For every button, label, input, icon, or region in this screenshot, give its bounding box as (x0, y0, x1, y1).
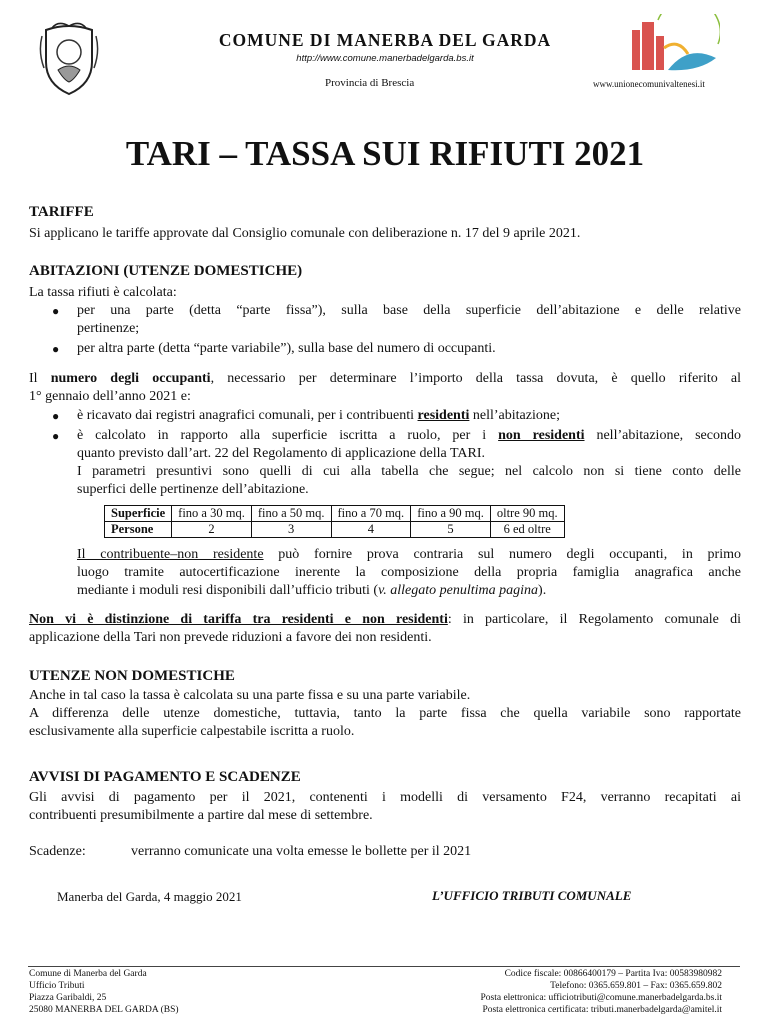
avvisi-text: contribuenti presumibilmente a partire dal mese di settembre. (29, 808, 373, 823)
non-domestiche-text: A differenza delle utenze domestiche, tuttavia, tanto la parte fissa che quella variabile sono rapportate (29, 706, 741, 721)
abitazioni-intro: La tassa rifiuti è calcolata: (29, 285, 177, 300)
contribuente-paragraph-cont (77, 582, 741, 600)
non-domestiche-text: esclusivamente alla superficie calpestabile iscritta a ruolo. (29, 724, 355, 739)
table-cell: 5 (411, 522, 491, 538)
footer-line: Telefono: 0365.659.801 – Fax: 0365.659.802 (550, 981, 722, 991)
table-cell: fino a 50 mq. (251, 506, 331, 522)
municipality-name: COMUNE DI MANERBA DEL GARDA (218, 30, 552, 50)
row-header-persone: Persone (105, 522, 172, 538)
text-span: , necessario per determinare l’importo della tassa dovuta, è quello riferito al (210, 371, 741, 386)
bullet-marker: ● (52, 304, 60, 318)
scadenze-label: Scadenze: (29, 844, 86, 859)
bullet-non-residenti (77, 427, 741, 445)
text-span: ). (538, 583, 547, 598)
table-cell: 3 (251, 522, 331, 538)
distinzione-paragraph-cont: applicazione della Tari non prevede riduzioni a favore dei non residenti. (29, 630, 432, 645)
occupants-table (104, 505, 565, 538)
footer-pec-email[interactable]: Posta elettronica certificata: tributi.manerbadelgarda@amitel.it (482, 1005, 722, 1015)
italic-text: v. allegato penultima pagina (378, 583, 539, 598)
bullet-parte-fissa-cont: pertinenze; (77, 321, 140, 336)
underlined-text: Il contribuente–non residente (77, 547, 264, 562)
tariffe-text: Si applicano le tariffe approvate dal Consiglio comunale con deliberazione n. 17 del 9 aprile 2021. (29, 226, 581, 241)
distinzione-paragraph (29, 611, 741, 629)
table-cell: 2 (172, 522, 252, 538)
table-cell: fino a 30 mq. (172, 506, 252, 522)
bullet-non-residenti-cont: superfici delle pertinenze dell’abitazione. (77, 482, 309, 497)
municipality-url[interactable]: http://www.comune.manerbadelgarda.bs.it (296, 53, 474, 64)
section-heading-tariffe: TARIFFE (29, 204, 94, 220)
bullet-parte-fissa: per una parte (detta “parte fissa”), sulla base della superficie dell’abitazione e delle relative (77, 303, 741, 318)
text-span: mediante i moduli resi disponibili dall’ufficio tributi ( (77, 583, 379, 598)
footer-line: Comune di Manerba del Garda (29, 969, 147, 979)
avvisi-text: Gli avvisi di pagamento per il 2021, contenenti i modelli di versamento F24, verranno recapitati ai (29, 790, 741, 805)
bullet-marker: ● (52, 429, 60, 443)
section-heading-non-domestiche: UTENZE NON DOMESTICHE (29, 668, 235, 684)
bullet-non-residenti-cont: I parametri presuntivi sono quelli di cui alla tabella che segue; nel calcolo non si tiene conto delle (77, 464, 741, 479)
bullet-parte-variabile: per altra parte (detta “parte variabile”), sulla base del numero di occupanti. (77, 341, 496, 356)
table-row (105, 506, 565, 522)
section-heading-avvisi: AVVISI DI PAGAMENTO E SCADENZE (29, 769, 301, 785)
section-heading-abitazioni: ABITAZIONI (UTENZE DOMESTICHE) (29, 263, 303, 279)
page-title: TARI – TASSA SUI RIFIUTI 2021 (125, 134, 645, 173)
underlined-bold-text: non residenti (498, 428, 585, 443)
underlined-bold-text: Non vi è distinzione di tariffa tra residenti e non residenti (29, 612, 448, 627)
bullet-residenti (77, 407, 741, 425)
text-span: Il (29, 371, 51, 386)
non-domestiche-text: Anche in tal caso la tassa è calcolata su una parte fissa e su una parte variabile. (29, 688, 471, 703)
contribuente-paragraph (77, 546, 741, 564)
text-span: : in particolare, il Regolamento comunale di (447, 612, 741, 627)
footer-email[interactable]: Posta elettronica: ufficiotributi@comune.manerbadelgarda.bs.it (480, 993, 722, 1003)
table-cell: oltre 90 mq. (490, 506, 564, 522)
occupanti-paragraph-cont: 1° gennaio dell’anno 2021 e: (29, 389, 191, 404)
bullet-marker: ● (52, 342, 60, 356)
occupanti-paragraph (29, 370, 741, 388)
bullet-marker: ● (52, 409, 60, 423)
footer-line: Piazza Garibaldi, 25 (29, 993, 107, 1003)
table-cell: fino a 90 mq. (411, 506, 491, 522)
row-header-superficie: Superficie (105, 506, 172, 522)
bold-text: numero degli occupanti (50, 371, 211, 386)
text-span: è ricavato dai registri anagrafici comunali, per i contribuenti (77, 408, 418, 423)
footer-contacts (480, 968, 722, 1016)
table-cell: fino a 70 mq. (331, 506, 411, 522)
union-of-municipalities-logo (628, 14, 720, 76)
text-span: può fornire prova contraria sul numero degli occupanti, in primo (263, 547, 742, 562)
footer-address (29, 968, 179, 1016)
office-signature: L’UFFICIO TRIBUTI COMUNALE (432, 888, 632, 903)
union-website[interactable]: www.unionecomunivaltenesi.it (593, 79, 705, 89)
bullet-non-residenti-cont: quanto previsto dall’art. 22 del Regolamento di applicazione della TARI. (77, 446, 486, 461)
place-date: Manerba del Garda, 4 maggio 2021 (57, 889, 242, 904)
table-cell: 4 (331, 522, 411, 538)
footer-line: 25080 MANERBA DEL GARDA (BS) (29, 1005, 179, 1015)
footer-line: Ufficio Tributi (29, 981, 85, 991)
footer-line: Codice fiscale: 00866400179 – Partita Iva: 00583980982 (504, 969, 722, 979)
contribuente-paragraph-cont: luogo tramite autocertificazione inerente la composizione della propria famiglia anagrafica anche (77, 565, 741, 580)
table-cell: 6 ed oltre (490, 522, 564, 538)
text-span: nell’abitazione; (469, 408, 560, 423)
text-span: è calcolato in rapporto alla superficie iscritta a ruolo, per i (77, 428, 499, 443)
text-span: nell’abitazione, secondo (584, 428, 741, 443)
scadenze-text: verranno comunicate una volta emesse le bollette per il 2021 (131, 844, 472, 859)
footer-divider (28, 966, 740, 967)
province-label: Provincia di Brescia (325, 77, 415, 89)
underlined-bold-text: residenti (417, 408, 470, 423)
table-row (105, 522, 565, 538)
